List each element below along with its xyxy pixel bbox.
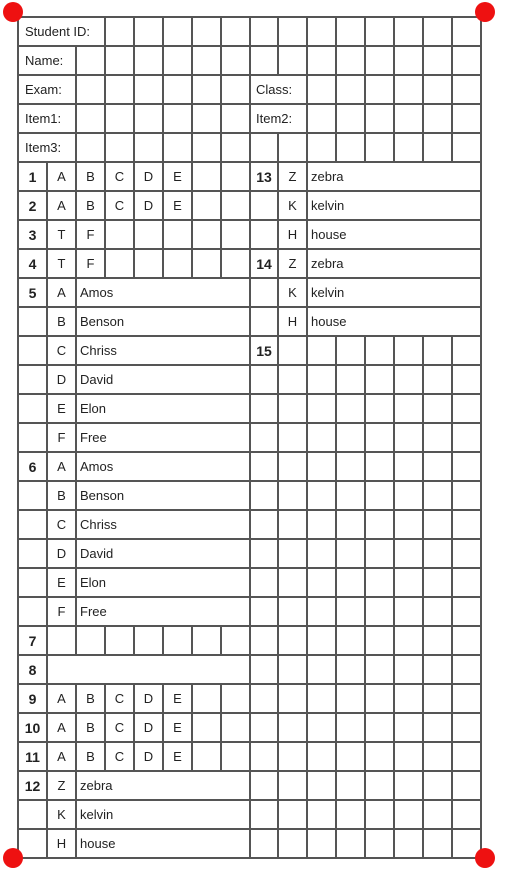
grid-line [393, 45, 395, 76]
question-number: 11 [25, 748, 40, 765]
grid-line [104, 74, 106, 134]
item3-label: Item3: [25, 140, 62, 155]
choice-letter: K [288, 285, 297, 300]
grid-line [133, 16, 135, 47]
grid-line [306, 16, 308, 47]
grid-line [277, 16, 279, 47]
choice-letter: Z [57, 778, 66, 793]
choice-letter: Z [288, 256, 297, 271]
name-label: Name: [25, 53, 64, 68]
choice-bubble: F [86, 256, 95, 271]
grid-line [75, 45, 77, 76]
grid-line [75, 132, 77, 163]
grid-line [277, 45, 279, 76]
choice-text: kelvin [80, 807, 114, 822]
grid-line [104, 45, 106, 76]
corner-marker-top-right [475, 2, 495, 22]
question-number: 13 [256, 168, 272, 185]
grid-line [364, 132, 366, 163]
grid-line [422, 74, 424, 134]
choice-letter: C [56, 343, 67, 358]
grid-line [133, 74, 135, 134]
grid-line [220, 74, 222, 134]
grid-line [422, 132, 424, 163]
choice-letter: B [57, 314, 66, 329]
choice-text: Free [80, 604, 107, 619]
grid-line [75, 625, 77, 656]
question-number: 6 [28, 458, 37, 475]
grid-line [162, 132, 164, 163]
class-label: Class: [256, 82, 293, 97]
choice-letter: H [56, 836, 67, 851]
question-number: 9 [28, 690, 37, 707]
question-number: 15 [256, 342, 272, 359]
grid-line [393, 16, 395, 47]
grid-line [393, 74, 395, 134]
question-number: 4 [28, 255, 37, 272]
question-number: 3 [28, 226, 37, 243]
choice-bubble: D [143, 720, 154, 735]
choice-bubble: D [143, 691, 154, 706]
choice-letter: E [57, 575, 66, 590]
choice-text: house [311, 314, 347, 329]
choice-letter: E [57, 401, 66, 416]
grid-line [191, 625, 193, 656]
choice-letter: H [287, 314, 298, 329]
choice-bubble: A [57, 749, 66, 764]
choice-text: David [80, 372, 114, 387]
choice-bubble: B [86, 749, 95, 764]
question-number: 14 [256, 255, 272, 272]
choice-text: Benson [80, 488, 125, 503]
choice-letter: D [56, 546, 67, 561]
grid-line [364, 74, 366, 134]
item2-label: Item2: [256, 111, 293, 126]
choice-bubble: C [114, 720, 125, 735]
choice-text: zebra [311, 256, 344, 271]
grid-line [133, 132, 135, 163]
grid-line [191, 45, 193, 76]
choice-bubble: B [86, 169, 95, 184]
grid-line [191, 132, 193, 163]
grid-line [104, 625, 106, 656]
choice-text: Amos [80, 459, 114, 474]
choice-text: Chriss [80, 517, 117, 532]
choice-text: Chriss [80, 343, 117, 358]
choice-text: house [80, 836, 116, 851]
grid-line [277, 132, 279, 163]
choice-letter: H [287, 227, 298, 242]
question-number: 10 [24, 719, 41, 736]
grid-line [133, 625, 135, 656]
grid-line [422, 45, 424, 76]
choice-text: Elon [80, 575, 107, 590]
choice-bubble: D [143, 169, 154, 184]
grid-line [220, 625, 222, 656]
choice-bubble: E [173, 169, 182, 184]
choice-letter: K [288, 198, 297, 213]
grid-line [364, 16, 366, 47]
grid-line [162, 74, 164, 134]
choice-text: David [80, 546, 114, 561]
choice-bubble: C [114, 198, 125, 213]
choice-letter: Z [288, 169, 297, 184]
grid-line [364, 335, 366, 859]
grid-line [162, 45, 164, 76]
grid-line [364, 45, 366, 76]
grid-line [133, 219, 135, 279]
choice-text: house [311, 227, 347, 242]
grid-line [335, 74, 337, 134]
choice-text: Benson [80, 314, 125, 329]
choice-letter: B [57, 488, 66, 503]
choice-letter: A [57, 459, 66, 474]
choice-bubble: F [86, 227, 95, 242]
choice-text: Amos [80, 285, 114, 300]
grid-line [75, 74, 77, 134]
choice-bubble: A [57, 198, 66, 213]
choice-letter: K [57, 807, 66, 822]
grid-line [393, 335, 395, 859]
grid-line [422, 16, 424, 47]
choice-letter: F [57, 604, 66, 619]
choice-bubble: B [86, 198, 95, 213]
item1-label: Item1: [25, 111, 62, 126]
choice-bubble: A [57, 691, 66, 706]
grid-line [306, 74, 308, 134]
choice-text: Elon [80, 401, 107, 416]
choice-bubble: C [114, 169, 125, 184]
grid-line [191, 74, 193, 134]
grid-line [220, 219, 222, 279]
grid-line [335, 45, 337, 76]
choice-letter: A [57, 285, 66, 300]
question-number: 7 [28, 632, 37, 649]
choice-bubble: E [173, 691, 182, 706]
grid-line [220, 161, 222, 221]
choice-bubble: A [57, 720, 66, 735]
grid-line [451, 74, 453, 134]
grid-line [162, 16, 164, 47]
grid-line [249, 74, 251, 134]
grid-line [451, 16, 453, 47]
choice-bubble: C [114, 749, 125, 764]
choice-bubble: C [114, 691, 125, 706]
choice-bubble: D [143, 198, 154, 213]
choice-text: zebra [80, 778, 113, 793]
grid-line [249, 16, 251, 47]
choice-bubble: E [173, 198, 182, 213]
choice-bubble: B [86, 691, 95, 706]
corner-marker-bottom-right [475, 848, 495, 868]
grid-line [480, 16, 482, 859]
grid-line [451, 45, 453, 76]
grid-line [335, 16, 337, 47]
student-id-label: Student ID: [25, 24, 91, 39]
choice-bubble: E [173, 720, 182, 735]
choice-bubble: A [57, 169, 66, 184]
choice-bubble: D [143, 749, 154, 764]
choice-text: kelvin [311, 285, 345, 300]
grid-line [220, 683, 222, 772]
grid-line [335, 132, 337, 163]
choice-text: Free [80, 430, 107, 445]
grid-line [104, 132, 106, 163]
question-number: 1 [28, 168, 37, 185]
grid-line [191, 219, 193, 279]
choice-bubble: T [57, 256, 66, 271]
grid-line [133, 45, 135, 76]
grid-line [220, 132, 222, 163]
question-number: 12 [24, 777, 41, 794]
corner-marker-top-left [3, 2, 23, 22]
choice-text: kelvin [311, 198, 345, 213]
grid-line [220, 45, 222, 76]
grid-line [249, 45, 251, 76]
question-number: 5 [28, 284, 37, 301]
grid-line [306, 45, 308, 76]
question-number: 8 [28, 661, 37, 678]
grid-line [451, 132, 453, 163]
grid-line [335, 335, 337, 859]
grid-line [191, 16, 193, 47]
question-number: 2 [28, 197, 37, 214]
choice-bubble: T [57, 227, 66, 242]
choice-text: zebra [311, 169, 344, 184]
grid-line [162, 219, 164, 279]
grid-line [162, 625, 164, 656]
choice-letter: F [57, 430, 66, 445]
grid-line [451, 335, 453, 859]
grid-line [393, 132, 395, 163]
exam-label: Exam: [25, 82, 62, 97]
corner-marker-bottom-left [3, 848, 23, 868]
grid-line [306, 335, 308, 859]
grid-line [422, 335, 424, 859]
choice-letter: D [56, 372, 67, 387]
grid-line [220, 16, 222, 47]
choice-bubble: B [86, 720, 95, 735]
choice-letter: C [56, 517, 67, 532]
choice-bubble: E [173, 749, 182, 764]
grid-line [249, 132, 251, 163]
grid-line [306, 132, 308, 163]
